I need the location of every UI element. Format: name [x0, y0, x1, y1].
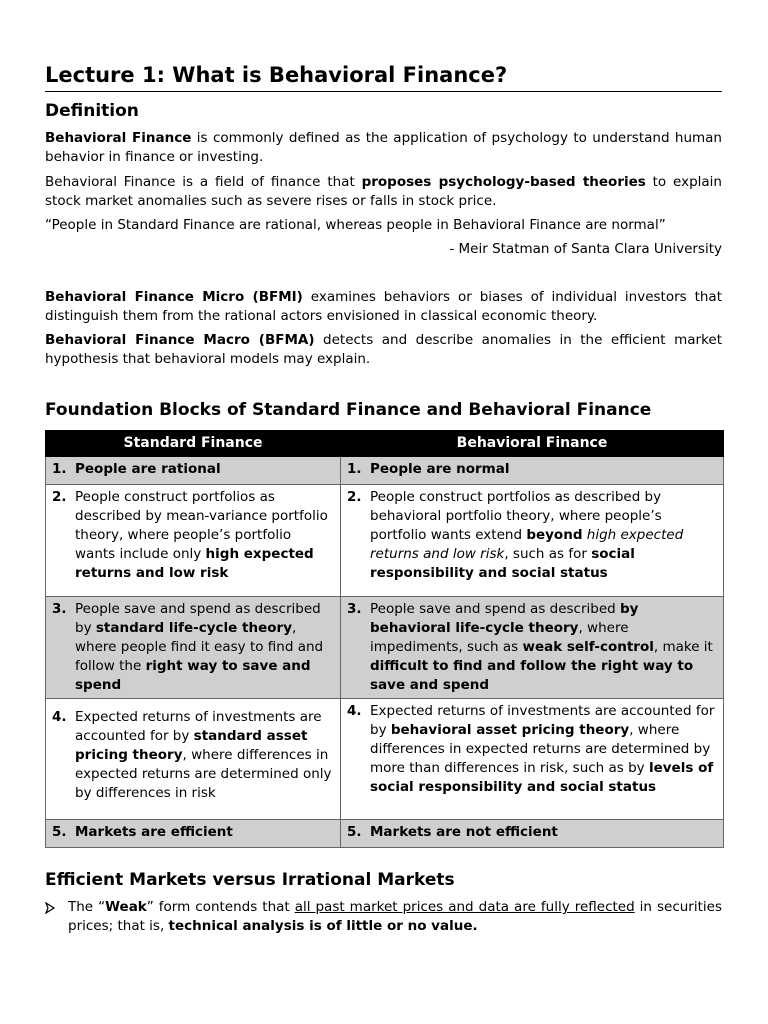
text-run: Expected returns of investments are accounted for by: [75, 709, 322, 744]
text-run: , where impediments, such as: [370, 620, 629, 655]
column-header-standard: Standard Finance: [46, 431, 341, 457]
text-run: Markets are efficient: [75, 824, 233, 840]
foundation-table: [45, 430, 724, 848]
text-run: by behavioral life-cycle theory: [370, 601, 639, 636]
text-run: difficult to find and follow the right way to save and spend: [370, 658, 694, 693]
text-run: Markets are not efficient: [370, 824, 558, 840]
cell-text: [370, 460, 717, 479]
text-run: People save and spend as described by: [75, 601, 321, 636]
definition-text-2a: Behavioral Finance is a field of finance that: [45, 174, 362, 190]
row-number: 1.: [347, 461, 362, 477]
row-number: 2.: [52, 489, 67, 505]
row-number: 5.: [52, 824, 67, 840]
table-cell-standard: [46, 485, 341, 597]
text-run: People are normal: [370, 461, 510, 477]
cell-text: [75, 823, 334, 842]
table-header-row: [46, 431, 724, 457]
text-run: technical analysis is of little or no value.: [168, 918, 478, 934]
definition-text-2b: to explain stock market anomalies such as severe rises or falls in stock price.: [45, 174, 722, 209]
efficient-markets-heading: Efficient Markets versus Irrational Markets: [45, 870, 455, 890]
text-run: standard life-cycle theory: [95, 620, 292, 636]
row-number: 5.: [347, 824, 362, 840]
text-run: , such as for: [504, 546, 592, 562]
term-behavioral-finance: Behavioral Finance: [45, 130, 192, 146]
row-number: 4.: [347, 703, 362, 719]
text-run: The “: [68, 899, 106, 915]
definition-heading: Definition: [45, 101, 139, 121]
table-cell-behavioral: [341, 597, 724, 699]
cell-text: [370, 823, 717, 842]
cell-text: [75, 488, 334, 583]
text-run: standard asset pricing theory: [75, 728, 308, 763]
text-run: People are rational: [75, 461, 221, 477]
table-cell-standard: [46, 820, 341, 848]
cell-text: [370, 488, 717, 583]
column-header-behavioral: Behavioral Finance: [341, 431, 724, 457]
text-run: behavioral asset pricing theory: [390, 722, 630, 738]
text-run: , where people find it easy to find and follow the: [75, 620, 324, 674]
bfmi-paragraph: [45, 288, 722, 326]
foundation-heading: Foundation Blocks of Standard Finance and Behavioral Finance: [45, 400, 652, 420]
cell-text: [75, 708, 334, 803]
definition-emphasis: proposes psychology-based theories: [361, 174, 646, 190]
cell-text: [370, 702, 717, 797]
text-run: right way to save and spend: [75, 658, 311, 693]
text-run: high expected returns and low risk: [370, 527, 684, 562]
bfmi-text: examines behaviors or biases of individual investors that distinguish them from the rational actors envisioned in classical economic theory.: [45, 289, 723, 324]
text-run: high expected returns and low risk: [75, 546, 314, 581]
cell-text: [75, 600, 334, 695]
text-run: weak self-control: [522, 639, 654, 655]
row-number: 1.: [52, 461, 67, 477]
table-cell-standard: [46, 597, 341, 699]
text-run: all past market prices and data are fully reflected: [294, 899, 635, 915]
text-run: Weak: [105, 899, 147, 915]
bullet-text: [68, 898, 722, 936]
quote-attribution: - Meir Statman of Santa Clara University: [449, 241, 722, 257]
definition-paragraph-1: [45, 129, 722, 167]
row-number: 4.: [52, 709, 67, 725]
cell-text: [370, 600, 717, 695]
cell-text: [75, 460, 334, 479]
definition-text-1: is commonly defined as the application of psychology to understand human behavior in finance or investing.: [45, 130, 722, 165]
statman-quote: “People in Standard Finance are rational, whereas people in Behavioral Finance are normal”: [45, 217, 666, 233]
table-row: [46, 699, 724, 820]
text-run: , where differences in expected returns are determined only by differences in risk: [75, 747, 332, 801]
text-run: Expected returns of investments are accounted for by: [370, 703, 715, 738]
row-number: 2.: [347, 489, 362, 505]
text-run: ” form contends that: [146, 899, 295, 915]
bullet-item-weak-form: [45, 898, 722, 936]
text-run: , make it: [653, 639, 713, 655]
table-cell-standard: [46, 699, 341, 820]
table-row: [46, 485, 724, 597]
table-cell-behavioral: [341, 820, 724, 848]
bfma-term: Behavioral Finance Macro (BFMA): [45, 332, 315, 348]
text-run: in securities prices; that is,: [68, 899, 722, 934]
table-cell-standard: [46, 457, 341, 485]
table-row: [46, 457, 724, 485]
text-run: People construct portfolios as described by behavioral portfolio theory, where people’s portfolio wants extend: [370, 489, 662, 543]
text-run: People construct portfolios as described by mean-variance portfolio theory, where people’s portfolio wants include only: [75, 489, 328, 562]
table-cell-behavioral: [341, 485, 724, 597]
text-run: People save and spend as described: [370, 601, 621, 617]
page-title: Lecture 1: What is Behavioral Finance?: [45, 60, 722, 92]
row-number: 3.: [347, 601, 362, 617]
bfmi-term: Behavioral Finance Micro (BFMI): [45, 289, 303, 305]
table-cell-behavioral: [341, 699, 724, 820]
text-run: social responsibility and social status: [370, 546, 635, 581]
table-row: [46, 597, 724, 699]
bfma-text: detects and describe anomalies in the efficient market hypothesis that behavioral models may explain.: [45, 332, 723, 367]
bfma-paragraph: [45, 331, 722, 369]
text-run: beyond: [526, 527, 583, 543]
definition-paragraph-2: [45, 173, 722, 211]
arrowhead-bullet-icon: [45, 898, 68, 936]
text-run: levels of social responsibility and social status: [370, 760, 714, 795]
text-run: , where differences in expected returns are determined by more than differences in risk, such as by: [370, 722, 711, 776]
table-cell-behavioral: [341, 457, 724, 485]
table-row: [46, 820, 724, 848]
row-number: 3.: [52, 601, 67, 617]
